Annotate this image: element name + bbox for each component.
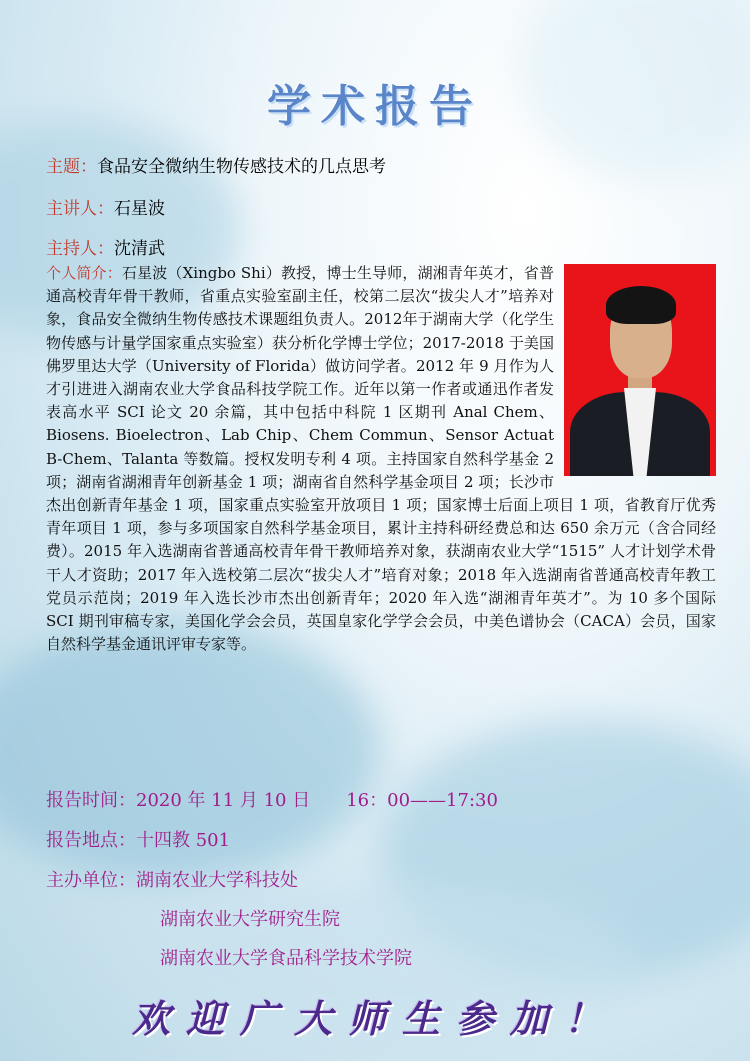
speaker-photo <box>564 264 716 476</box>
bio-label: 个人简介： <box>46 264 122 282</box>
speaker-row <box>46 194 165 219</box>
report-date: 2020 年 11 月 10 日 <box>136 790 311 811</box>
theme-value: 食品安全微纳生物传感技术的几点思考 <box>97 157 386 177</box>
report-place-row <box>46 826 230 852</box>
speaker-bio <box>46 262 716 656</box>
report-time: 16：00——17:30 <box>346 790 498 811</box>
speaker-value: 石星波 <box>114 199 165 219</box>
report-place: 十四教 501 <box>136 830 231 851</box>
host-label: 主持人： <box>46 239 114 259</box>
speaker-label: 主讲人： <box>46 199 114 219</box>
organizer-2: 湖南农业大学研究生院 <box>160 909 340 930</box>
theme-label: 主题： <box>46 157 97 177</box>
poster-title: 学术报告 <box>267 81 483 132</box>
report-place-label: 报告地点： <box>46 830 136 851</box>
report-time-label: 报告时间： <box>46 790 136 811</box>
welcome-slogan: 欢迎广大师生参加！ <box>131 996 618 1041</box>
organizer-3: 湖南农业大学食品科学技术学院 <box>160 948 412 969</box>
organizer-1: 湖南农业大学科技处 <box>136 870 298 891</box>
organizer-label: 主办单位： <box>46 870 136 891</box>
host-row <box>46 234 165 259</box>
theme-row <box>46 152 386 177</box>
bio-text: 石星波（Xingbo Shi）教授，博士生导师，湖湘青年英才，省普通高校青年骨干教师，省重点实验室副主任，校第二层次“拔尖人才”培养对象，食品安全微纳生物传感技术课题组负责人。2012年于湖南大学（化学生物传感与计量学国家重点实验室）获分析化学博士学位；2017-2018 于美国佛罗里达大学（University of Florida）做访问学者。2012 年 9 月作为人才引进进入湖南农业大学食品科技学院工作。近年以第一作者或通迅作者发表高水平 SCI 论文 20 余篇，其中包括中科院 1 区期刊 Anal Chem、Biosens. Bioelectron、Lab Chip、Chem Commun、Sensor Actuat B-Chem、Talanta 等数篇。授权发明专利 4 项。主持国家自然科学基金 2 项；湖南省湖湘青年创新基金 1 项；湖南省自然科学基金项目 2 项；长沙市杰出创新青年基金 1 项，国家重点实验室开放项目 1 项；国家博士后面上项目 1 项，省教育厅优秀青年项目 1 项，参与多项国家自然科学基金项目，累计主持科研经费总和达 650 余万元（含合同经费）。2015 年入选湖南省普通高校青年骨干教师培养对象，获湖南农业大学“1515” 人才计划学术骨干人才资助；2017 年入选校第二层次“拔尖人才”培育对象；2018 年入选湖南省普通高校青年教工党员示范岗；2019 年入选长沙市杰出创新青年；2020 年入选“湖湘青年英才”。为 10 多个国际 SCI 期刊审稿专家，美国化学会会员，英国皇家化学学会会员，中美色谱协会（CACA）会员，国家自然科学基金通讯评审专家等。 <box>46 264 716 654</box>
report-time-row <box>46 786 498 812</box>
host-value: 沈清武 <box>114 239 165 259</box>
organizer-row <box>46 866 298 892</box>
